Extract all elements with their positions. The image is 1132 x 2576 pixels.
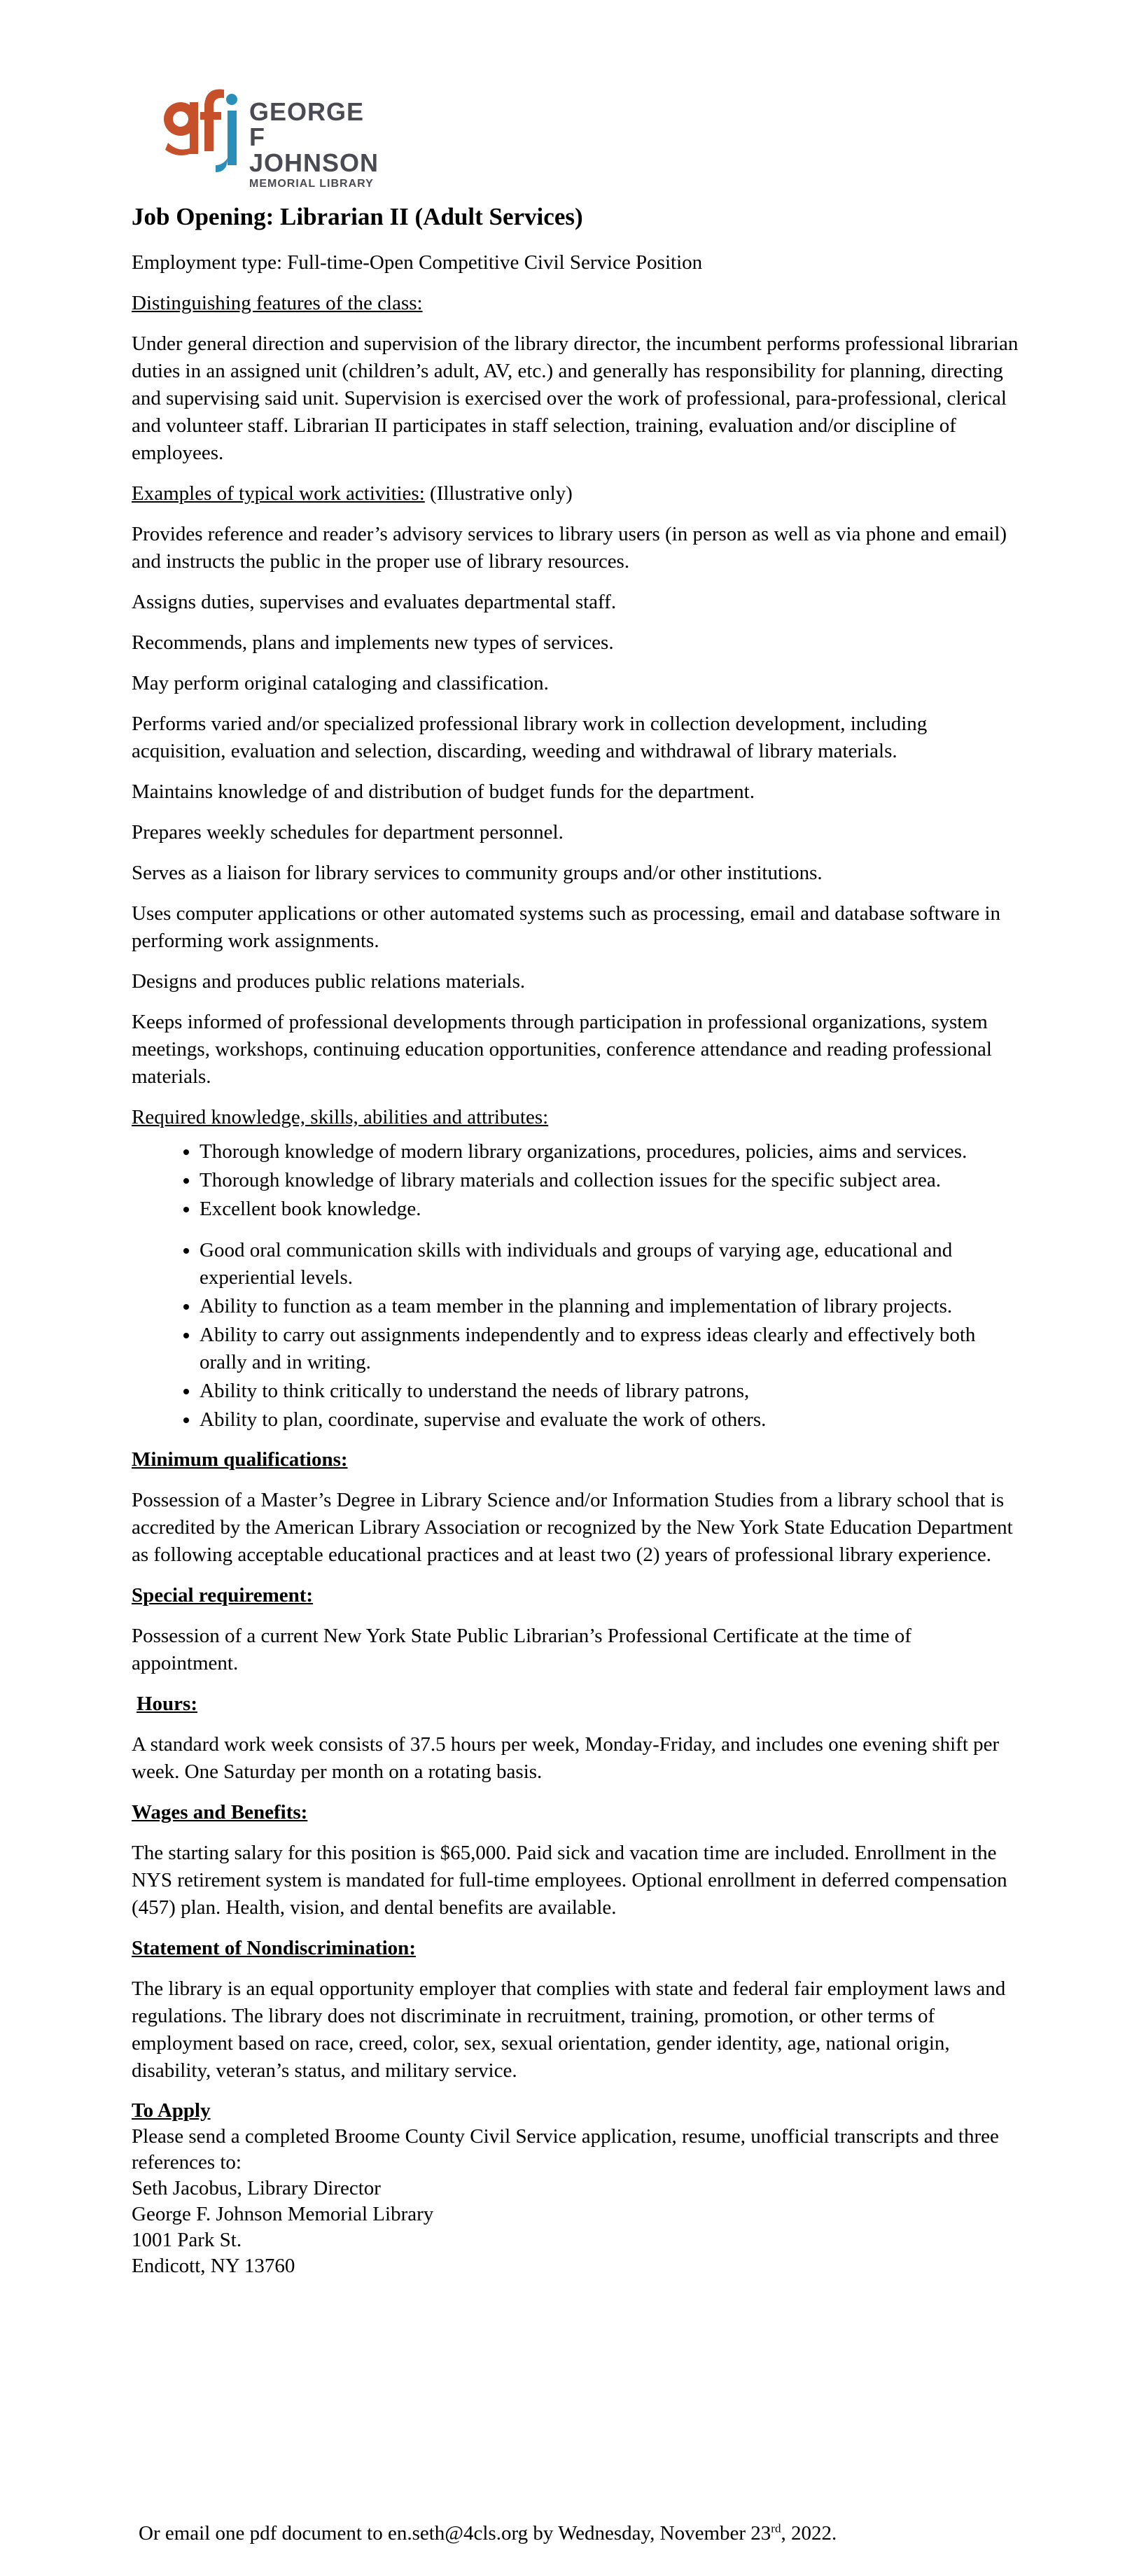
logo-line-1: GEORGE F [249,97,365,151]
gfj-logo-icon [160,83,258,181]
example-item: Designs and produces public relations materials. [132,970,526,993]
apply-line: George F. Johnson Memorial Library [132,2203,434,2225]
list-item: • Ability to plan, coordinate, supervise and evaluate the work of others. [200,1406,991,1434]
apply-line: 1001 Park St. [132,2229,242,2251]
examples-heading [132,480,1021,507]
required-skills-list [132,1138,991,1434]
list-item: • Thorough knowledge of modern library organizations, procedures, policies, aims and services. [200,1138,991,1166]
wages-text: The starting salary for this position is $65,000. Paid sick and vacation time are included. Enrollment in the NYS retirement system is mandated for full-time employees. Optional enrollment in deferred compensation (457) plan. Health, vision, and dental benefits are available. [132,1842,1007,1919]
list-item: • Ability to function as a team member in the planning and implementation of library projects. [200,1293,991,1320]
wages-heading: Wages and Benefits: [132,1801,308,1823]
library-logo [160,83,384,190]
employment-type: Employment type: Full-time-Open Competitive Civil Service Position [132,251,703,274]
list-item: • Thorough knowledge of library materials and collection issues for the specific subject area. [200,1167,991,1194]
distinguishing-text: Under general direction and supervision of the library director, the incumbent performs professional librarian duties in an assigned unit (children’s adult, AV, etc.) and generally has responsibility for planning, directing and supervising said unit. Supervision is exercised over the work of professional, para-professional, clerical and volunteer staff. Librarian II participates in staff selection, training, evaluation and/or discipline of employees. [132,332,1019,464]
distinguishing-heading: Distinguishing features of the class: [132,292,423,314]
job-posting-body [132,202,1021,2279]
minimum-heading: Minimum qualifications: [132,1448,348,1471]
examples-heading-label: Examples of typical work activities: [132,482,425,505]
minimum-text: Possession of a Master’s Degree in Library Science and/or Information Studies from a library school that is accredited by the American Library Association or recognized by the New York State Education Department as following acceptable educational practices and at least two (2) years of professional library experience. [132,1489,1013,1566]
example-item: Recommends, plans and implements new types of services. [132,631,614,654]
example-item: Assigns duties, supervises and evaluates departmental staff. [132,591,617,613]
hours-text: A standard work week consists of 37.5 hours per week, Monday-Friday, and includes one evening shift per week. One Saturday per month on a rotating basis. [132,1733,1000,1783]
logo-line-2: JOHNSON [249,148,379,177]
logo-line-3: MEMORIAL LIBRARY [249,178,374,190]
example-item: May perform original cataloging and classification. [132,672,549,694]
footer-text: Or email one pdf document to en.seth@4cls.org by Wednesday, November 23 [139,2522,771,2544]
special-heading: Special requirement: [132,1584,314,1606]
example-item: Prepares weekly schedules for department personnel. [132,821,564,844]
page-title: Job Opening: Librarian II (Adult Services) [132,203,583,230]
example-item: Serves as a liaison for library services to community groups and/or other institutions. [132,862,823,884]
list-item: • Good oral communication skills with individuals and groups of varying age, educational and experiential levels. [200,1237,991,1292]
example-item: Maintains knowledge of and distribution of budget funds for the department. [132,780,755,803]
examples-heading-note: (Illustrative only) [424,482,573,505]
special-text: Possession of a current New York State Public Librarian’s Professional Certificate at the time of appointment. [132,1625,911,1674]
apply-heading: To Apply [132,2099,211,2122]
apply-line: Endicott, NY 13760 [132,2255,295,2277]
example-item: Keeps informed of professional developments through participation in professional organizations, system meetings, workshops, continuing education opportunities, conference attendance and reading professional materials. [132,1011,992,1088]
example-item: Uses computer applications or other automated systems such as processing, email and database software in performing work assignments. [132,902,1001,952]
example-item: Performs varied and/or specialized professional library work in collection development, including acquisition, evaluation and selection, discarding, weeding and withdrawal of library materials. [132,713,928,762]
logo-wordmark [249,99,384,190]
apply-line: Please send a completed Broome County Civil Service application, resume, unofficial transcripts and three references to: [132,2125,999,2174]
footer-year: , 2022. [781,2522,837,2544]
email-deadline-note [139,2520,837,2547]
apply-section [132,2098,1021,2279]
apply-line: Seth Jacobus, Library Director [132,2177,381,2199]
required-heading: Required knowledge, skills, abilities and attributes: [132,1106,549,1128]
footer-ordinal: rd [771,2521,781,2535]
nondiscrimination-heading: Statement of Nondiscrimination: [132,1937,416,1959]
nondiscrimination-text: The library is an equal opportunity employer that complies with state and federal fair employment laws and regulations. The library does not discriminate in recruitment, training, promotion, or other terms of employment based on race, creed, color, sex, sexual orientation, gender identity, age, national origin, disability, veteran’s status, and military service. [132,1977,1006,2082]
example-item: Provides reference and reader’s advisory services to library users (in person as well as via phone and email) and instructs the public in the proper use of library resources. [132,523,1007,573]
list-item: • Ability to carry out assignments independently and to express ideas clearly and effectively both orally and in writing. [200,1322,991,1376]
hours-heading: Hours: [137,1693,197,1715]
list-item: • Excellent book knowledge. [200,1196,991,1223]
list-item: • Ability to think critically to understand the needs of library patrons, [200,1378,991,1405]
